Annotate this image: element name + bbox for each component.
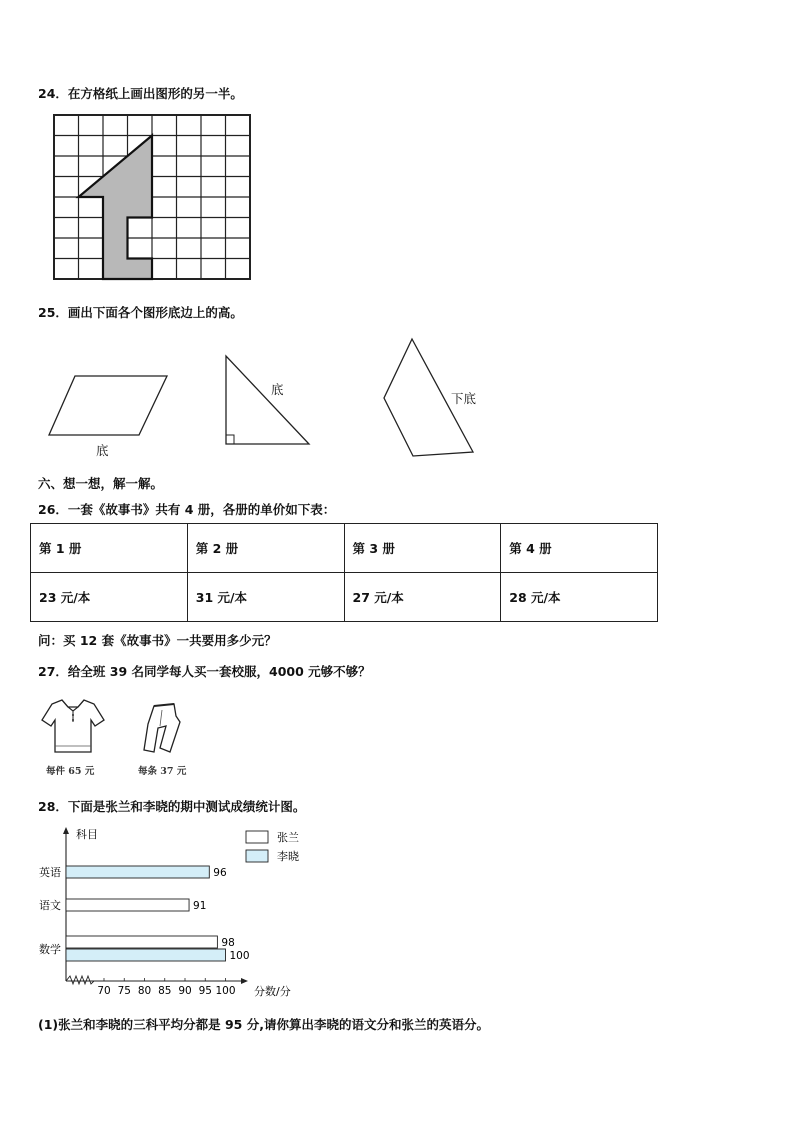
legend-swatch-zhanglan [246,831,268,843]
parallelogram-base-label: 底 [96,443,109,458]
pants-price: 每条 37 元 [138,766,187,777]
x-axis-arrow [241,978,248,984]
category-label: 数学 [39,943,61,956]
table-cell: 23 元/本 [31,573,188,622]
question-28: 28．下面是张兰和李晓的期中测试成绩统计图。 [38,799,306,814]
pants-icon [140,702,186,756]
axis-break-icon [66,976,94,984]
x-tick-label: 75 [117,985,131,997]
bar [66,866,209,878]
x-tick-label: 70 [97,985,111,997]
category-label: 英语 [39,866,61,879]
x-tick-label: 100 [215,985,236,997]
table-cell: 第 4 册 [501,524,658,573]
table-cell: 第 3 册 [344,524,501,573]
table-cell: 第 1 册 [31,524,188,573]
x-tick-label: 90 [178,985,192,997]
trapezoid-base-label: 下底 [451,391,477,406]
bar-value-label: 96 [213,867,227,879]
shirt-price: 每件 65 元 [46,766,95,777]
question-26-ask: 问：买 12 套《故事书》一共要用多少元？ [38,633,277,648]
shirt-icon [40,696,106,756]
x-tick-label: 85 [158,985,172,997]
question-28-part-1: (1)张兰和李晓的三科平均分都是 95 分,请你算出李晓的语文分和张兰的英语分。 [38,1017,489,1032]
question-25: 25．画出下面各个图形底边上的高。 [38,305,243,320]
question-26: 26．一套《故事书》共有 4 册，各册的单价如下表： [38,502,336,517]
section-title: 六、想一想，解一解。 [38,476,164,491]
bar-value-label: 98 [221,937,235,949]
x-tick-label: 95 [198,985,212,997]
legend-label-lixiao: 李晓 [277,850,299,863]
bar [66,899,189,911]
grid-figure [52,113,252,281]
table-cell: 第 2 册 [187,524,344,573]
parallelogram-figure [45,372,175,462]
bar-value-label: 91 [193,900,207,912]
bar-value-label: 100 [229,950,250,962]
score-bar-chart [30,825,330,1005]
y-axis-arrow [63,827,69,834]
right-triangle-figure [222,354,317,449]
legend-label-zhanglan: 张兰 [277,831,299,844]
question-27: 27．给全班 39 名同学每人买一套校服，4000 元够不够？ [38,664,371,679]
triangle-base-label: 底 [271,382,284,397]
y-axis-label: 科目 [76,828,98,841]
table-header-row [31,524,658,573]
table-row [31,573,658,622]
half-arrow-shape [79,136,153,280]
price-table [30,523,658,622]
x-tick-label: 80 [137,985,152,997]
bar [66,949,226,961]
legend-swatch-lixiao [246,850,268,862]
question-24: 24．在方格纸上画出图形的另一半。 [38,86,243,101]
bar [66,936,217,948]
x-axis-label: 分数/分 [254,985,291,998]
table-cell: 28 元/本 [501,573,658,622]
table-cell: 27 元/本 [344,573,501,622]
category-label: 语文 [39,899,61,912]
table-cell: 31 元/本 [187,573,344,622]
